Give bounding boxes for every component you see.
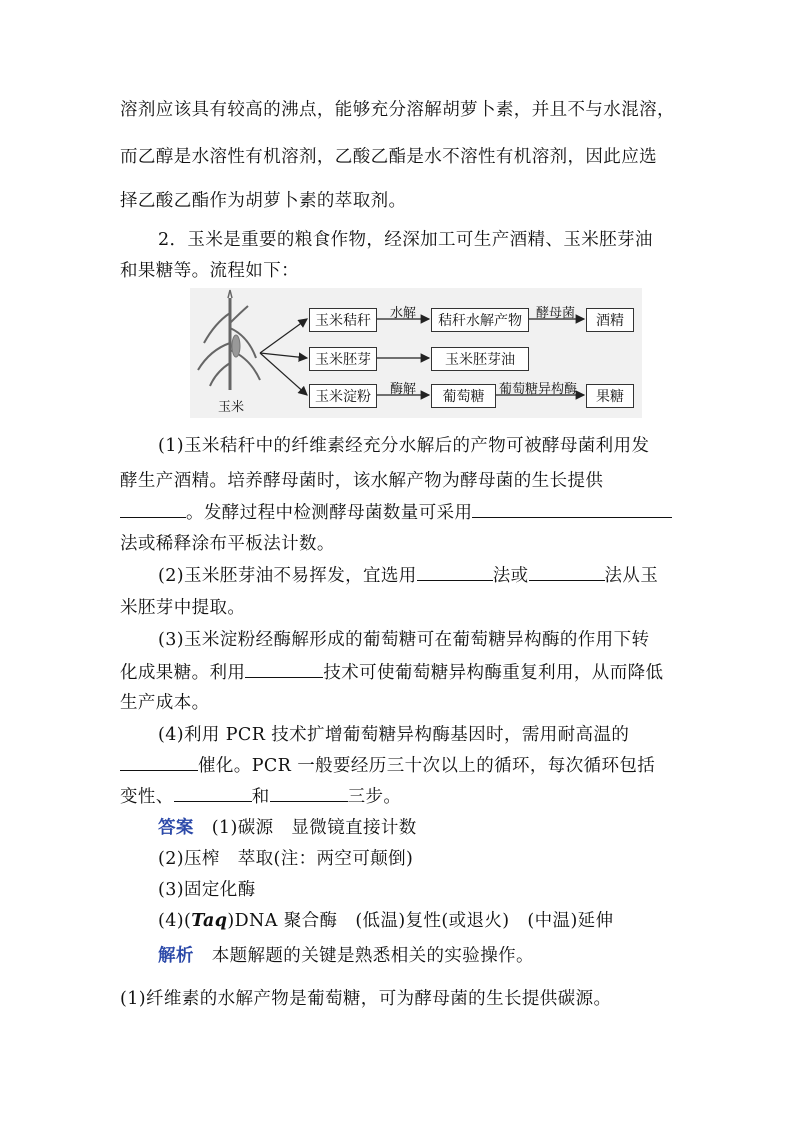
box-fructose: 果糖 [586, 384, 634, 408]
answer-label: 答案 [158, 818, 194, 838]
answer-1: (1)碳源 显微镜直接计数 [211, 818, 417, 838]
sub4-line-1: (4)利用 PCR 技术扩增葡萄糖异构酶基因时，需用耐高温的 [158, 725, 630, 745]
intro-line-1: 溶剂应该具有较高的沸点，能够充分溶解胡萝卜素，并且不与水混溶， [120, 100, 675, 120]
intro-line-2: 而乙醇是水溶性有机溶剂，乙酸乙酯是水不溶性有机溶剂，因此应选 [120, 147, 657, 167]
edge-label-yeast: 酵母菌 [536, 306, 576, 321]
edge-label-isomerase: 葡萄糖异构酶 [499, 382, 578, 397]
answer-blank [472, 500, 672, 518]
sub3-line-3: 生产成本。 [120, 693, 210, 713]
sub3-line-2 [120, 659, 663, 684]
sub2-post: 法从玉 [604, 566, 659, 586]
sub3-line-1: (3)玉米淀粉经酶解形成的葡萄糖可在葡萄糖异构酶的作用下转 [158, 630, 650, 650]
sub4-line-3-mid: 和 [251, 787, 270, 807]
sub1-line-3 [120, 499, 672, 524]
box-stalk-hydrolysate: 秸秆水解产物 [431, 308, 529, 332]
answer-blank [120, 500, 186, 518]
sub4-line-3-post: 三步。 [347, 787, 402, 807]
sub2-mid: 法或 [492, 566, 529, 586]
sub2-line-2: 米胚芽中提取。 [120, 598, 246, 618]
answer-3: (3)固定化酶 [158, 880, 256, 900]
answer-blank [120, 753, 198, 771]
question-line-1: 2．玉米是重要的粮食作物，经深加工可生产酒精、玉米胚芽油 [158, 230, 653, 250]
sub3-pre: 化成果糖。利用 [120, 663, 246, 683]
box-germ-oil: 玉米胚芽油 [431, 347, 529, 371]
analysis-line-2: (1)纤维素的水解产物是葡萄糖，可为酵母菌的生长提供碳源。 [120, 989, 612, 1009]
box-glucose: 葡萄糖 [431, 384, 496, 408]
sub1-line-4: 法或稀释涂布平板法计数。 [120, 534, 335, 554]
answer-blank [245, 660, 323, 678]
answer-4-pre: (4)( [158, 911, 192, 931]
box-alcohol: 酒精 [586, 308, 634, 332]
box-corn-germ: 玉米胚芽 [309, 347, 377, 371]
sub4-line-2 [120, 752, 655, 777]
analysis-label: 解析 [158, 946, 194, 966]
answer-4 [158, 907, 613, 932]
answer-4-post: )DNA 聚合酶 (低温)复性(或退火) (中温)延伸 [227, 911, 614, 931]
sub3-post: 技术可使葡萄糖异构酶重复利用，从而降低 [323, 663, 664, 683]
answer-blank [174, 784, 252, 802]
sub2-pre: (2)玉米胚芽油不易挥发，宜选用 [158, 566, 417, 586]
plant-label: 玉米 [218, 400, 245, 415]
analysis-line-1 [158, 942, 534, 967]
corn-plant-icon [198, 290, 260, 390]
answer-blank [529, 563, 605, 581]
answer-line-1 [158, 814, 417, 839]
question-line-2: 和果糖等。流程如下： [120, 261, 299, 281]
answer-2: (2)压榨 萃取(注：两空可颠倒) [158, 849, 414, 869]
sub2-line-1 [158, 562, 658, 587]
sub1-line-2: 酵生产酒精。培养酵母菌时，该水解产物为酵母菌的生长提供 [120, 471, 604, 491]
sub4-line-3-pre: 变性、 [120, 787, 174, 807]
intro-line-3: 择乙酸乙酯作为胡萝卜素的萃取剂。 [120, 191, 407, 211]
process-flow-diagram [190, 288, 642, 418]
sub1-line-3-text: 。发酵过程中检测酵母菌数量可采用 [186, 503, 473, 523]
taq-italic: Taq [191, 911, 228, 931]
edge-label-hydrolysis: 水解 [390, 306, 417, 321]
edge-label-enzymolysis: 酶解 [390, 382, 417, 397]
box-corn-stalk: 玉米秸秆 [309, 308, 377, 332]
sub4-line-3 [120, 783, 401, 808]
sub4-line-2-text: 催化。PCR 一般要经历三十次以上的循环，每次循环包括 [198, 756, 656, 776]
answer-blank [270, 784, 348, 802]
answer-blank [417, 563, 493, 581]
box-corn-starch: 玉米淀粉 [309, 384, 377, 408]
analysis-text: 本题解题的关键是熟悉相关的实验操作。 [211, 946, 534, 966]
sub1-line-1: (1)玉米秸秆中的纤维素经充分水解后的产物可被酵母菌利用发 [158, 436, 650, 456]
